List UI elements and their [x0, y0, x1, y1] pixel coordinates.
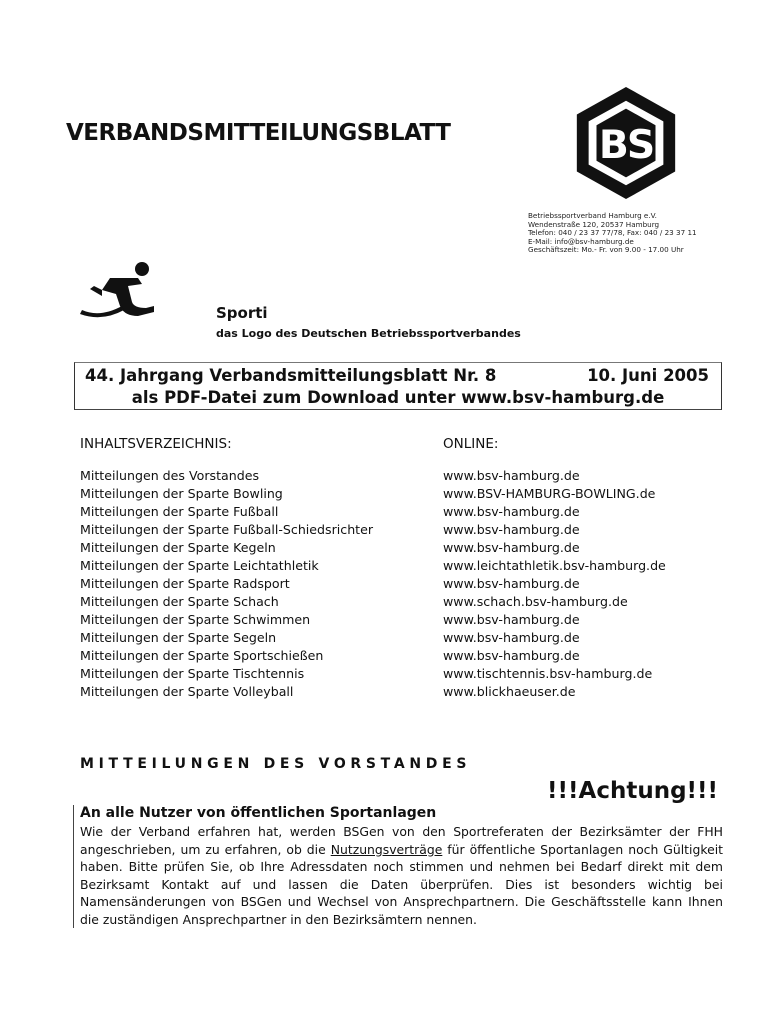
document-title: VERBANDSMITTEILUNGSBLATT: [66, 120, 451, 146]
online-url: www.bsv-hamburg.de: [443, 648, 580, 663]
address-line: E-Mail: info@bsv-hamburg.de: [528, 236, 634, 246]
article-title: An alle Nutzer von öffentlichen Sportanlagen: [80, 805, 437, 821]
online-url: www.bsv-hamburg.de: [443, 522, 580, 537]
toc-item: Mitteilungen der Sparte Segeln: [80, 630, 277, 645]
online-url: www.tischtennis.bsv-hamburg.de: [443, 666, 653, 681]
association-address: [528, 212, 697, 255]
article-text: für öffentliche Sportanlagen noch Gültigkeit haben. Bitte prüfen Sie, ob Ihre Adressdaten noch stimmen und nehmen bei Bedarf direkt mit dem Bezirksamt Kontakt auf und lassen die Daten überprüfen. Dies ist besonders wichtig bei Namensänderungen von BSGen und Wechsel von Ansprechpartnern. Die Geschäftsstelle kann Ihnen die zuständigen Ansprechpartner in den Bezirksämtern nennen.: [80, 841, 723, 927]
online-url: www.bsv-hamburg.de: [443, 540, 580, 555]
online-url: www.BSV-HAMBURG-BOWLING.de: [443, 486, 656, 501]
bsv-logo: [567, 84, 685, 202]
online-url: www.bsv-hamburg.de: [443, 504, 580, 519]
online-url: www.bsv-hamburg.de: [443, 576, 580, 591]
section-heading: MITTEILUNGEN DES VORSTANDES: [80, 756, 472, 772]
article-text: Wie der Verband erfahren hat, werden BSGen von den Sportreferaten der Bezirksämter der FHH angeschrieben, um zu erfahren, ob die: [80, 824, 723, 857]
toc-item: Mitteilungen der Sparte Schach: [80, 594, 279, 609]
toc-item: Mitteilungen des Vorstandes: [80, 468, 260, 483]
toc-heading: INHALTSVERZEICHNIS:: [80, 436, 232, 452]
address-line: Geschäftszeit: Mo.- Fr. von 9.00 - 17.00 Uhr: [528, 245, 684, 255]
address-line: Wendenstraße 120, 20537 Hamburg: [528, 219, 660, 229]
online-url: www.blickhaeuser.de: [443, 684, 576, 699]
toc-item: Mitteilungen der Sparte Fußball-Schiedsrichter: [80, 522, 374, 537]
issue-date: 10. Juni 2005: [587, 366, 709, 385]
online-heading: ONLINE:: [443, 436, 499, 452]
online-url: www.bsv-hamburg.de: [443, 630, 580, 645]
article-body: [80, 823, 723, 928]
article-underlined-term: Nutzungsverträge: [330, 841, 443, 857]
toc-list: [80, 467, 373, 701]
online-url: www.bsv-hamburg.de: [443, 468, 580, 483]
address-line: Betriebssportverband Hamburg e.V.: [528, 211, 657, 220]
sporti-name: Sporti: [216, 304, 268, 322]
online-list: [443, 467, 666, 701]
issue-info-box: [74, 362, 722, 410]
logo-lettering: BS: [598, 121, 654, 168]
toc-item: Mitteilungen der Sparte Fußball: [80, 504, 279, 519]
online-url: www.bsv-hamburg.de: [443, 612, 580, 627]
article: [73, 805, 723, 928]
toc-item: Mitteilungen der Sparte Leichtathletik: [80, 558, 319, 573]
download-notice: als PDF-Datei zum Download unter www.bsv-hamburg.de: [131, 388, 665, 407]
toc-item: Mitteilungen der Sparte Kegeln: [80, 540, 276, 555]
toc-item: Mitteilungen der Sparte Radsport: [80, 576, 290, 591]
online-url: www.leichtathletik.bsv-hamburg.de: [443, 558, 666, 573]
toc-item: Mitteilungen der Sparte Schwimmen: [80, 612, 311, 627]
sporti-caption: das Logo des Deutschen Betriebssportverbandes: [216, 327, 521, 340]
alert-heading: !!!Achtung!!!: [547, 778, 718, 804]
online-url: www.schach.bsv-hamburg.de: [443, 594, 628, 609]
sporti-runner-icon: [80, 258, 162, 320]
address-line: Telefon: 040 / 23 37 77/78, Fax: 040 / 23 37 11: [528, 228, 697, 238]
issue-volume: 44. Jahrgang Verbandsmitteilungsblatt Nr. 8: [85, 366, 497, 385]
toc-item: Mitteilungen der Sparte Sportschießen: [80, 648, 324, 663]
toc-item: Mitteilungen der Sparte Bowling: [80, 486, 283, 501]
toc-item: Mitteilungen der Sparte Volleyball: [80, 684, 294, 699]
toc-item: Mitteilungen der Sparte Tischtennis: [80, 666, 305, 681]
